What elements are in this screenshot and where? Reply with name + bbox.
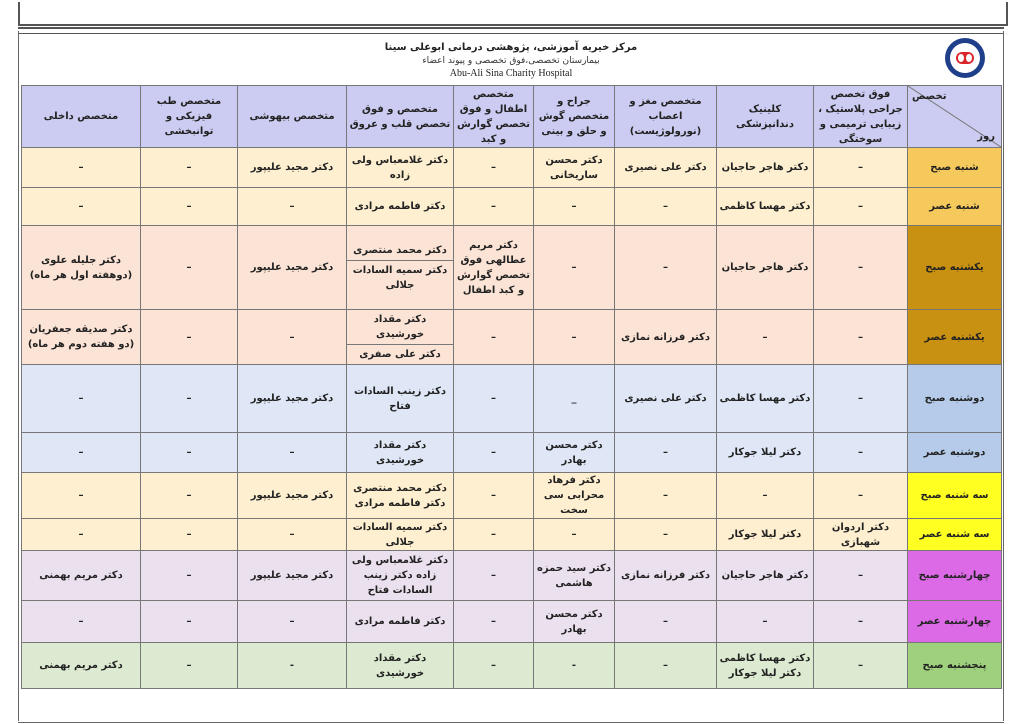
day-cell: دوشنبه عصر [908, 433, 1002, 473]
doctor-cell: – [454, 519, 534, 551]
corner-cell [908, 86, 1002, 148]
header-row [22, 86, 1002, 148]
doctor-cell: – [534, 188, 615, 226]
doctor-cell: – [717, 473, 814, 519]
schedule-row [22, 473, 1002, 519]
doctor-cell: – [717, 310, 814, 365]
schedule-row [22, 551, 1002, 601]
hospital-logo-icon [945, 38, 985, 78]
doctor-cell: – [141, 433, 238, 473]
day-cell: شنبه صبح [908, 148, 1002, 188]
doctor-cell: دکتر زینب السادات فتاح [347, 365, 454, 433]
column-header: متخصص و فوق تخصص قلب و عروق [347, 86, 454, 148]
doctor-cell: – [238, 519, 347, 551]
doctor-cell: – [814, 601, 908, 643]
doctor-cell: – [814, 310, 908, 365]
doctor-cell: – [814, 226, 908, 310]
doctor-cell: – [22, 433, 141, 473]
doctor-cell: دکتر مهسا کاظمی دکتر لیلا جوکار [717, 643, 814, 689]
doctor-cell: – [717, 601, 814, 643]
doctor-cell: – [141, 226, 238, 310]
doctor-cell: _ [534, 365, 615, 433]
doctor-cell: - [238, 643, 347, 689]
doctor-cell: دکتر علی نصیری [615, 365, 717, 433]
doctor-cell: – [22, 519, 141, 551]
doctor-cell: دکتر مقداد خورشیدی [347, 433, 454, 473]
doctor-cell: – [454, 365, 534, 433]
header-line-1: مرکز خیریه آموزشی، پژوهشی درمانی ابوعلی سینا [384, 42, 638, 53]
schedule-row [22, 601, 1002, 643]
doctor-cell: دکتر هاجر حاجیان [717, 226, 814, 310]
doctor-cell: – [615, 433, 717, 473]
doctor-cell-split [347, 226, 454, 310]
doctor-cell: – [238, 601, 347, 643]
doctor-cell: – [141, 473, 238, 519]
column-header: جراح و متخصص گوش و حلق و بینی [534, 86, 615, 148]
doctor-name: دکتر مقداد خورشیدی [347, 310, 453, 345]
doctor-cell: – [814, 473, 908, 519]
doctor-cell: – [454, 473, 534, 519]
doctor-cell: دکتر مریم بهمنی [22, 551, 141, 601]
doctor-cell: – [238, 433, 347, 473]
doctor-cell: دکتر محسن ساریخانی [534, 148, 615, 188]
schedule-row [22, 148, 1002, 188]
doctor-cell: – [534, 226, 615, 310]
day-cell: چهارشنبه صبح [908, 551, 1002, 601]
doctor-cell: دکتر مجید علیپور [238, 473, 347, 519]
doctor-cell: دکتر فرزانه نمازی [615, 310, 717, 365]
header-line-english: Abu-Ali Sina Charity Hospital [449, 68, 573, 79]
column-header: متخصص مغز و اعصاب (نورولوژیست) [615, 86, 717, 148]
doctor-cell: – [615, 519, 717, 551]
column-header: متخصص بیهوشی [238, 86, 347, 148]
day-cell: چهارشنبه عصر [908, 601, 1002, 643]
doctor-cell: دکتر غلامعباس ولی زاده دکتر زینب السادات فتاح [347, 551, 454, 601]
doctor-cell: دکتر محسن بهادر [534, 601, 615, 643]
doctor-cell: – [454, 551, 534, 601]
doctor-cell: دکتر مریم بهمنی [22, 643, 141, 689]
doctor-cell: دکتر سمیه السادات جلالی [347, 519, 454, 551]
doctor-cell: دکتر هاجر حاجیان [717, 148, 814, 188]
doctor-cell: دکتر جلیله علوی (دوهفته اول هر ماه) [22, 226, 141, 310]
doctor-cell: دکتر اردوان شهبازی [814, 519, 908, 551]
top-window-bar [18, 2, 1008, 26]
doctor-cell: – [615, 601, 717, 643]
column-header: فوق تخصص جراحی پلاستیک ، زیبایی ترمیمی و سوختگی [814, 86, 908, 148]
doctor-cell: - [534, 643, 615, 689]
day-cell: شنبه عصر [908, 188, 1002, 226]
doctor-cell: – [454, 643, 534, 689]
doctor-cell-split [347, 310, 454, 365]
day-cell: یکشنبه صبح [908, 226, 1002, 310]
doctor-cell: – [454, 601, 534, 643]
doctor-cell: دکتر مهسا کاظمی [717, 188, 814, 226]
doctor-cell: دکتر مقداد خورشیدی [347, 643, 454, 689]
doctor-cell: دکتر علی نصیری [615, 148, 717, 188]
doctor-cell: – [814, 551, 908, 601]
day-cell: پنجشنبه صبح [908, 643, 1002, 689]
doctor-cell: دکتر محسن بهادر [534, 433, 615, 473]
doctor-cell: – [814, 643, 908, 689]
doctor-cell: دکتر لیلا جوکار [717, 519, 814, 551]
doctor-cell: – [615, 226, 717, 310]
doctor-cell: دکتر فرزانه نمازی [615, 551, 717, 601]
schedule-row [22, 433, 1002, 473]
doctor-cell: – [141, 551, 238, 601]
day-cell: سه شنبه صبح [908, 473, 1002, 519]
doctor-cell: دکتر لیلا جوکار [717, 433, 814, 473]
doctor-cell: – [814, 148, 908, 188]
doctor-cell: – [141, 148, 238, 188]
day-cell: دوشنبه صبح [908, 365, 1002, 433]
doctor-cell: – [534, 310, 615, 365]
doctor-cell: – [22, 148, 141, 188]
doctor-cell: – [22, 473, 141, 519]
doctor-cell: دکتر فرهاد محرابی سی سخت [534, 473, 615, 519]
day-cell: یکشنبه عصر [908, 310, 1002, 365]
schedule-row [22, 188, 1002, 226]
doctor-name: دکتر علی صفری [359, 349, 441, 360]
doctor-cell: دکتر مجید علیپور [238, 365, 347, 433]
doctor-cell: دکتر مجید علیپور [238, 551, 347, 601]
doctor-cell: – [454, 310, 534, 365]
doctor-cell: – [141, 310, 238, 365]
doctor-cell: – [238, 188, 347, 226]
bottom-divider [18, 722, 1004, 723]
doctor-cell: – [141, 601, 238, 643]
schedule-row [22, 519, 1002, 551]
doctor-cell: دکتر هاجر حاجیان [717, 551, 814, 601]
doctor-cell: – [615, 188, 717, 226]
doctor-cell: – [238, 310, 347, 365]
doctor-cell: دکتر سید حمزه هاشمی [534, 551, 615, 601]
header-line-2: بیمارستان تخصصی،فوق تخصصی و پیوند اعضاء [422, 56, 600, 66]
doctor-cell: – [141, 365, 238, 433]
schedule-row [22, 226, 1002, 310]
schedule-table [21, 85, 1002, 689]
doctor-cell: دکتر صدیقه جعفریان (دو هفته دوم هر ماه) [22, 310, 141, 365]
doctor-cell: دکتر فاطمه مرادی [347, 601, 454, 643]
doctor-cell: دکتر محمد منتصری دکتر فاطمه مرادی [347, 473, 454, 519]
doctor-cell: دکتر مجید علیپور [238, 226, 347, 310]
doctor-cell: – [141, 188, 238, 226]
doctor-cell: – [22, 601, 141, 643]
doctor-cell: دکتر مریم عطالهی فوق تخصص گوارش و کبد اطفال [454, 226, 534, 310]
doctor-cell: دکتر مجید علیپور [238, 148, 347, 188]
doctor-cell: – [814, 433, 908, 473]
doctor-name: دکتر محمد منتصری [347, 241, 453, 261]
doctor-cell: – [22, 188, 141, 226]
column-header: متخصص اطفال و فوق تخصص گوارش و کبد [454, 86, 534, 148]
doctor-cell: – [22, 365, 141, 433]
doctor-cell: دکتر غلامعباس ولی زاده [347, 148, 454, 188]
doctor-cell: – [615, 473, 717, 519]
doctor-cell: – [615, 643, 717, 689]
day-cell: سه شنبه عصر [908, 519, 1002, 551]
schedule-row [22, 365, 1002, 433]
doctor-cell: دکتر مهسا کاظمی [717, 365, 814, 433]
schedule-row [22, 310, 1002, 365]
doctor-name: دکتر سمیه السادات جلالی [352, 264, 448, 291]
doctor-cell: – [814, 188, 908, 226]
doctor-cell: – [534, 519, 615, 551]
hospital-header [18, 36, 1004, 86]
doctor-cell: – [814, 365, 908, 433]
corner-specialty-label: تخصص [912, 91, 947, 102]
doctor-cell: – [454, 188, 534, 226]
column-header: کلینیک دندانپزشکی [717, 86, 814, 148]
column-header: متخصص طب فیزیکی و توانبخشی [141, 86, 238, 148]
doctor-cell: – [141, 519, 238, 551]
doctor-cell: – [454, 433, 534, 473]
doctor-cell: دکتر فاطمه مرادی [347, 188, 454, 226]
doctor-cell: – [141, 643, 238, 689]
corner-day-label: روز [977, 131, 995, 142]
doctor-cell: – [454, 148, 534, 188]
column-header: متخصص داخلی [22, 86, 141, 148]
schedule-row [22, 643, 1002, 689]
